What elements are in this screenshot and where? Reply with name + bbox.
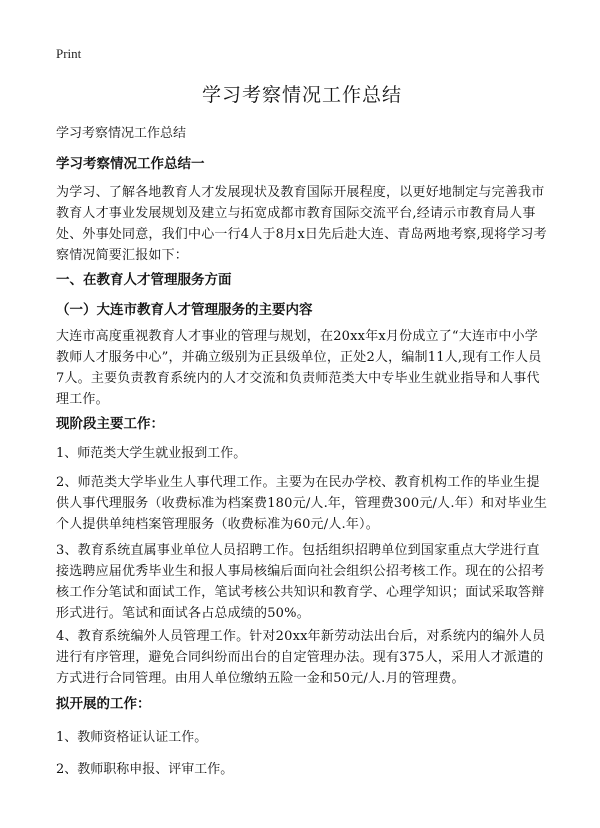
dalian-paragraph: 大连市高度重视教育人才事业的管理与规划，在20xx年x月份成立了“大连市中小学教师人才服务中心”，并确立级别为正县级单位，正处2人，编制11人,现有工作人员7人。主要负责教育系统内的人才交流和负责师范类大中专毕业生就业指导和人事代理工作。 bbox=[56, 329, 542, 407]
list-item: 3、教育系统直属事业单位人员招聘工作。包括组织招聘单位到国家重点大学进行直接选聘应届优秀毕业生和报人事局核编后面向社会组织公招考核工作。现在的公招考核工作分笔试和面试工作，笔试考核公共知识和教育学、心理学知识；面试采取答辩形式进行。笔试和面试各占总成绩的50%。 bbox=[56, 543, 545, 621]
heading-current-work: 现阶段主要工作： bbox=[56, 416, 164, 432]
heading-planned-work: 拟开展的工作： bbox=[56, 696, 151, 712]
section-heading: 学习考察情况工作总结一 bbox=[56, 156, 205, 172]
print-link[interactable]: Print bbox=[56, 46, 82, 61]
intro-paragraph: 为学习、了解各地教育人才发展现状及教育国际开展程度，以更好地制定与完善我市教育人才事业发展规划及建立与拓宽成都市教育国际交流平台,经请示市教育局人事处、外事处同意，我们中心一行4人于8月x日先后赴大连、青岛两地考察,现将学习考察情况简要汇报如下： bbox=[56, 185, 547, 263]
list-item: 2、师范类大学毕业生人事代理工作。主要为在民办学校、教育机构工作的毕业生提供人事代理服务（收费标准为档案费180元/人.年，管理费300元/人.年）和对毕业生个人提供单纯档案管理服务（收费标准为60元/人.年）。 bbox=[56, 475, 548, 532]
page-title: 学习考察情况工作总结 bbox=[201, 84, 402, 106]
list-item: 1、师范类大学生就业报到工作。 bbox=[56, 446, 247, 461]
heading-dalian-content: （一）大连市教育人才管理服务的主要内容 bbox=[56, 302, 313, 318]
list-item: 1、教师资格证认证工作。 bbox=[56, 730, 208, 745]
list-item: 4、教育系统编外人员管理工作。针对20xx年新劳动法出台后，对系统内的编外人员进行有序管理，避免合同纠纷而出台的自定管理办法。现有375人，采用人才派遣的方式进行合同管理。由用人单位缴纳五险一金和50元/人.月的管理费。 bbox=[56, 629, 546, 686]
subtitle: 学习考察情况工作总结 bbox=[56, 126, 187, 141]
list-item: 2、教师职称申报、评审工作。 bbox=[56, 762, 234, 777]
heading-talent-management: 一、在教育人才管理服务方面 bbox=[56, 272, 232, 288]
